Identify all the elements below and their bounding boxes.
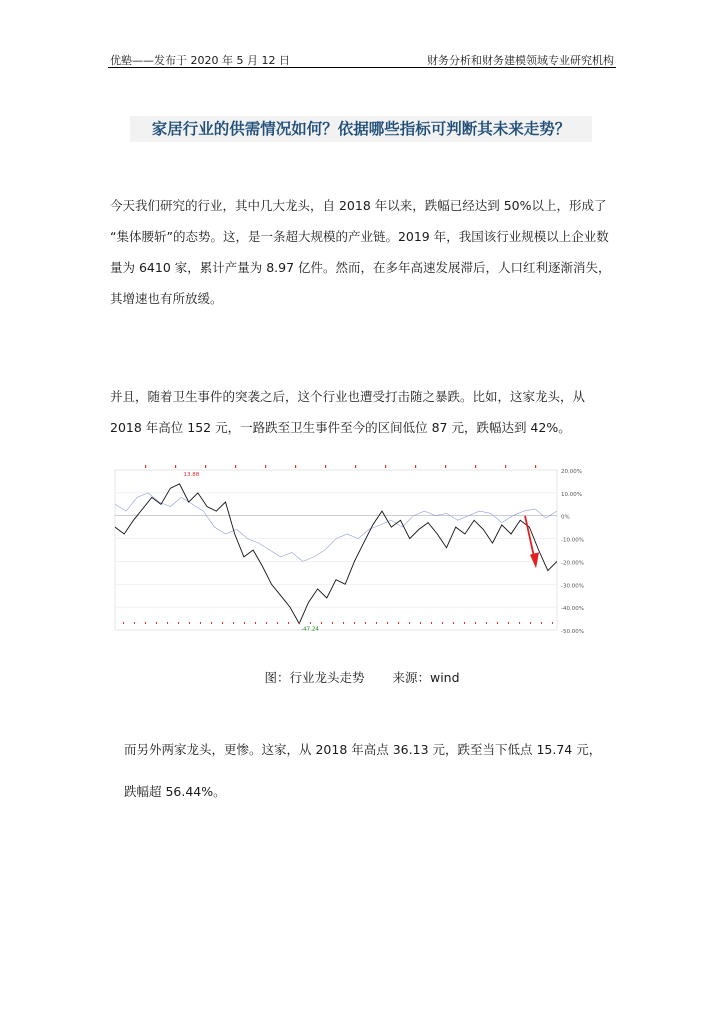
event-marker [235, 465, 236, 468]
event-marker [265, 465, 266, 468]
y-tick-label: 0% [561, 514, 570, 521]
event-marker [156, 622, 157, 624]
event-marker [205, 465, 206, 468]
event-marker [222, 622, 223, 624]
paragraph-line: 量为 6410 家，累计产量为 8.97 亿件。然而，在多年高速发展滞后，人口红利逐渐消失， [110, 260, 611, 275]
event-marker [445, 465, 446, 468]
event-marker [211, 622, 212, 624]
y-tick-label: -10.00% [561, 537, 584, 544]
event-marker [464, 622, 465, 624]
paragraph-line: “集体腰斩”的态势。这，是一条超大规模的产业链。2019 年，我国该行业规模以上企业数 [110, 229, 609, 244]
event-marker [420, 622, 421, 624]
event-marker [530, 622, 531, 624]
event-marker [415, 465, 416, 468]
event-marker [505, 465, 506, 468]
y-tick-label: 20.00% [561, 469, 582, 475]
paragraph-line: 2018 年高位 152 元，一路跌至卫生事件至今的区间低位 87 元，跌幅达到 42%。 [110, 420, 571, 435]
event-marker [409, 622, 410, 624]
chart-plot-area [115, 470, 557, 630]
event-marker [178, 622, 179, 624]
event-marker [295, 465, 296, 468]
event-marker [288, 622, 289, 624]
event-marker [376, 622, 377, 624]
event-marker [167, 622, 168, 624]
event-marker [508, 622, 509, 624]
event-marker [255, 622, 256, 624]
event-marker [134, 622, 135, 624]
paragraph-others [124, 737, 624, 821]
paragraph-intro [110, 190, 610, 314]
event-marker [123, 622, 124, 624]
y-tick-label: -20.00% [561, 560, 584, 567]
event-marker [175, 465, 176, 468]
event-marker [535, 465, 536, 468]
stock-chart-svg [109, 462, 615, 648]
event-marker [355, 465, 356, 468]
event-marker [442, 622, 443, 624]
event-marker [233, 622, 234, 624]
event-marker [387, 622, 388, 624]
low-annotation: -47.24 [301, 626, 319, 633]
event-marker [431, 622, 432, 624]
header-date: 优塾——发布于 2020 年 5 月 12 日 [110, 54, 290, 67]
paragraph-line: 其增速也有所放缓。 [110, 291, 223, 306]
event-marker [475, 622, 476, 624]
event-marker [354, 622, 355, 624]
event-marker [398, 622, 399, 624]
event-marker [365, 622, 366, 624]
paragraph-line: 今天我们研究的行业，其中几大龙头，自 2018 年以来，跌幅已经达到 50%以上，形成了 [110, 198, 607, 213]
event-marker [385, 465, 386, 468]
stock-chart [109, 462, 615, 648]
event-marker [475, 465, 476, 468]
event-marker [145, 465, 146, 468]
caption-source: 来源：wind [392, 670, 460, 685]
paragraph-line: 而另外两家龙头，更惨。这家，从 2018 年高点 36.13 元，跌至当下低点 15.74 元， [124, 742, 602, 757]
page-header [108, 50, 616, 68]
event-marker [299, 622, 300, 624]
paragraph-decline [110, 381, 610, 443]
paragraph-line: 跌幅超 56.44%。 [124, 784, 226, 799]
event-marker [145, 622, 146, 624]
header-org: 财务分析和财务建模领域专业研究机构 [427, 54, 614, 67]
event-marker [541, 622, 542, 624]
y-tick-label: -30.00% [561, 583, 584, 590]
y-tick-label: -40.00% [561, 606, 584, 613]
event-marker [343, 622, 344, 624]
event-marker [189, 622, 190, 624]
y-tick-label: -50.00% [561, 629, 584, 635]
event-marker [332, 622, 333, 624]
event-marker [519, 622, 520, 624]
paragraph-line: 并且，随着卫生事件的突袭之后，这个行业也遭受打击随之暴跌。比如，这家龙头，从 [110, 389, 586, 404]
event-marker [552, 622, 553, 624]
high-annotation: 13.88 [183, 471, 200, 478]
article-title: 家居行业的供需情况如何？依据哪些指标可判断其未来走势？ [130, 116, 592, 142]
event-marker [266, 622, 267, 624]
event-marker [453, 622, 454, 624]
event-marker [244, 622, 245, 624]
event-marker [497, 622, 498, 624]
event-marker [321, 622, 322, 624]
event-marker [200, 622, 201, 624]
event-marker [486, 622, 487, 624]
figure-caption [0, 668, 724, 686]
y-tick-label: 10.00% [561, 491, 582, 498]
caption-figure: 图：行业龙头走势 [264, 670, 365, 685]
event-marker [310, 622, 311, 624]
event-marker [325, 465, 326, 468]
event-marker [277, 622, 278, 624]
